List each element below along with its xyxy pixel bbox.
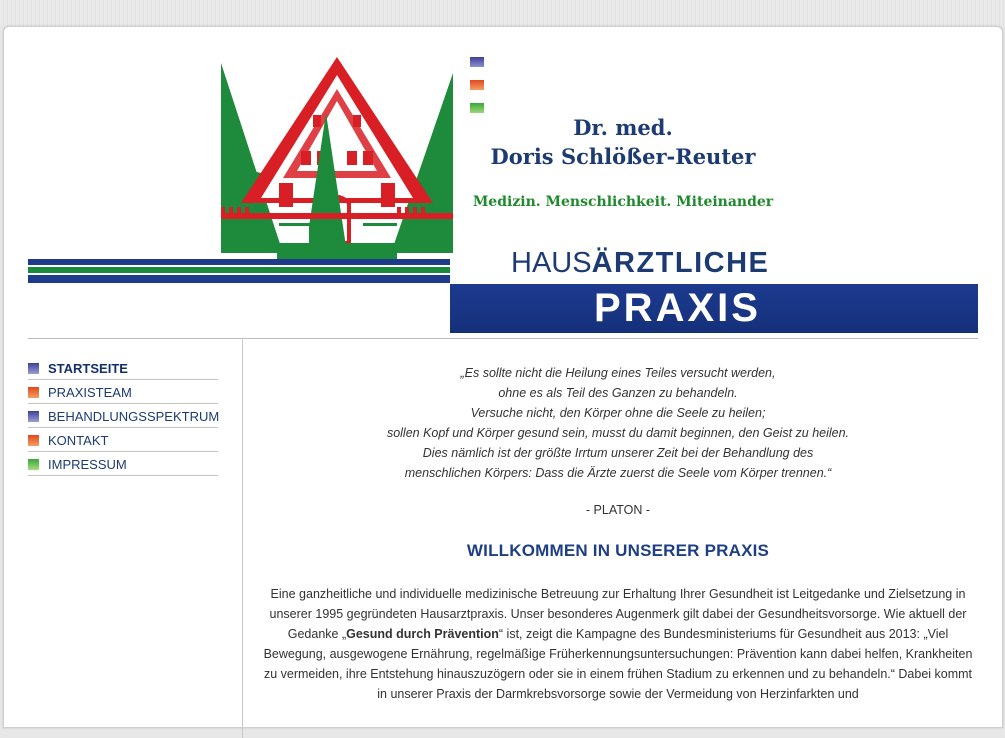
quote-author: - PLATON - — [585, 503, 651, 517]
intro-paragraph — [258, 584, 978, 704]
quote-line: Versuche nicht, den Körper ohne die Seele zu heilen; — [470, 406, 766, 420]
house-logo-image — [221, 53, 453, 259]
nav-item-kontakt[interactable] — [28, 429, 218, 452]
logo-text-aerztliche: ÄRZTLICHE — [591, 247, 770, 279]
sidebar-divider — [242, 338, 243, 738]
quote-line: Dies nämlich ist der größte Irrtum unserer Zeit bei der Behandlung des — [422, 446, 814, 460]
nav-label: STARTSEITE — [48, 360, 128, 376]
quote-line: sollen Kopf und Körper gesund sein, musst du damit beginnen, den Geist zu heilen. — [386, 426, 850, 440]
praxis-banner — [450, 284, 978, 333]
nav-label: PRAXISTEAM — [48, 384, 132, 400]
browser-top-strip — [0, 0, 1005, 26]
nav-item-impressum[interactable] — [28, 453, 218, 476]
house-logo-icon — [221, 53, 453, 259]
quote-line: „Es sollte nicht die Heilung eines Teiles versucht werden, — [460, 366, 776, 380]
logo-text-praxis: PRAXIS — [594, 286, 761, 330]
doctor-fullname: Doris Schlößer-Reuter — [490, 144, 756, 169]
nav-square-icon — [28, 387, 39, 398]
nav-item-startseite[interactable] — [28, 357, 218, 380]
nav-square-icon — [28, 435, 39, 446]
square-orange-icon — [470, 80, 484, 90]
main-navigation — [28, 357, 218, 477]
intro-text-bold: Gesund durch Prävention — [346, 627, 499, 641]
nav-item-praxisteam[interactable] — [28, 381, 218, 404]
platon-quote — [258, 363, 978, 483]
header-divider — [28, 338, 978, 339]
doctor-name — [468, 113, 778, 171]
welcome-heading: WILLKOMMEN IN UNSERER PRAXIS — [466, 541, 770, 560]
nav-label: KONTAKT — [48, 432, 109, 448]
practice-slogan: Medizin. Menschlichkeit. Miteinander — [472, 194, 774, 210]
logo-text-hausaerztliche — [511, 247, 769, 279]
nav-square-icon — [28, 411, 39, 422]
intro-text-part2: “ ist, zeigt die Kampagne des Bundesministeriums für Gesundheit aus 2013: „Viel Bewegung, ausgewogene Ernährung, regelmäßige Früherkennungsuntersuchungen: Prävention kann dabei helfen, Krankheiten zu vermeiden, ihre Entstehung hinauszuzögern oder sie in einem frühen Stadium zu erkennen und zu behandeln.“ Dabei kommt in unserer Praxis der Darmkrebsvorsorge sowie der Vermeidung von Herzinfarkten und — [263, 627, 973, 701]
nav-square-icon — [28, 363, 39, 374]
nav-label: IMPRESSUM — [48, 456, 127, 472]
square-blue-icon — [470, 57, 484, 67]
logo-text-haus: HAUS — [511, 247, 592, 279]
page-container — [3, 26, 1003, 728]
site-header — [28, 51, 978, 333]
nav-item-behandlungsspektrum[interactable] — [28, 405, 218, 428]
intro-text-part1: Eine ganzheitliche und individuelle medizinische Betreuung zur Erhaltung Ihrer Gesundheit ist Leitgedanke und Zielsetzung in unserer 1995 gegründeten Hausarztpraxis. Unser besonderes Augenmerk gilt dabei der Gesundheitsvorsorge. Wie aktuell der Gedanke „ — [269, 587, 967, 641]
nav-square-icon — [28, 459, 39, 470]
quote-line: ohne es als Teil des Ganzen zu behandeln. — [498, 386, 738, 400]
doctor-title: Dr. med. — [573, 115, 673, 140]
main-content — [258, 363, 978, 717]
header-stripe-band — [28, 257, 450, 283]
quote-line: menschlichen Körpers: Dass die Ärzte zuerst die Seele vom Körper trennen.“ — [404, 466, 832, 480]
square-green-icon — [470, 103, 484, 113]
nav-label: BEHANDLUNGSSPEKTRUM — [48, 408, 220, 424]
